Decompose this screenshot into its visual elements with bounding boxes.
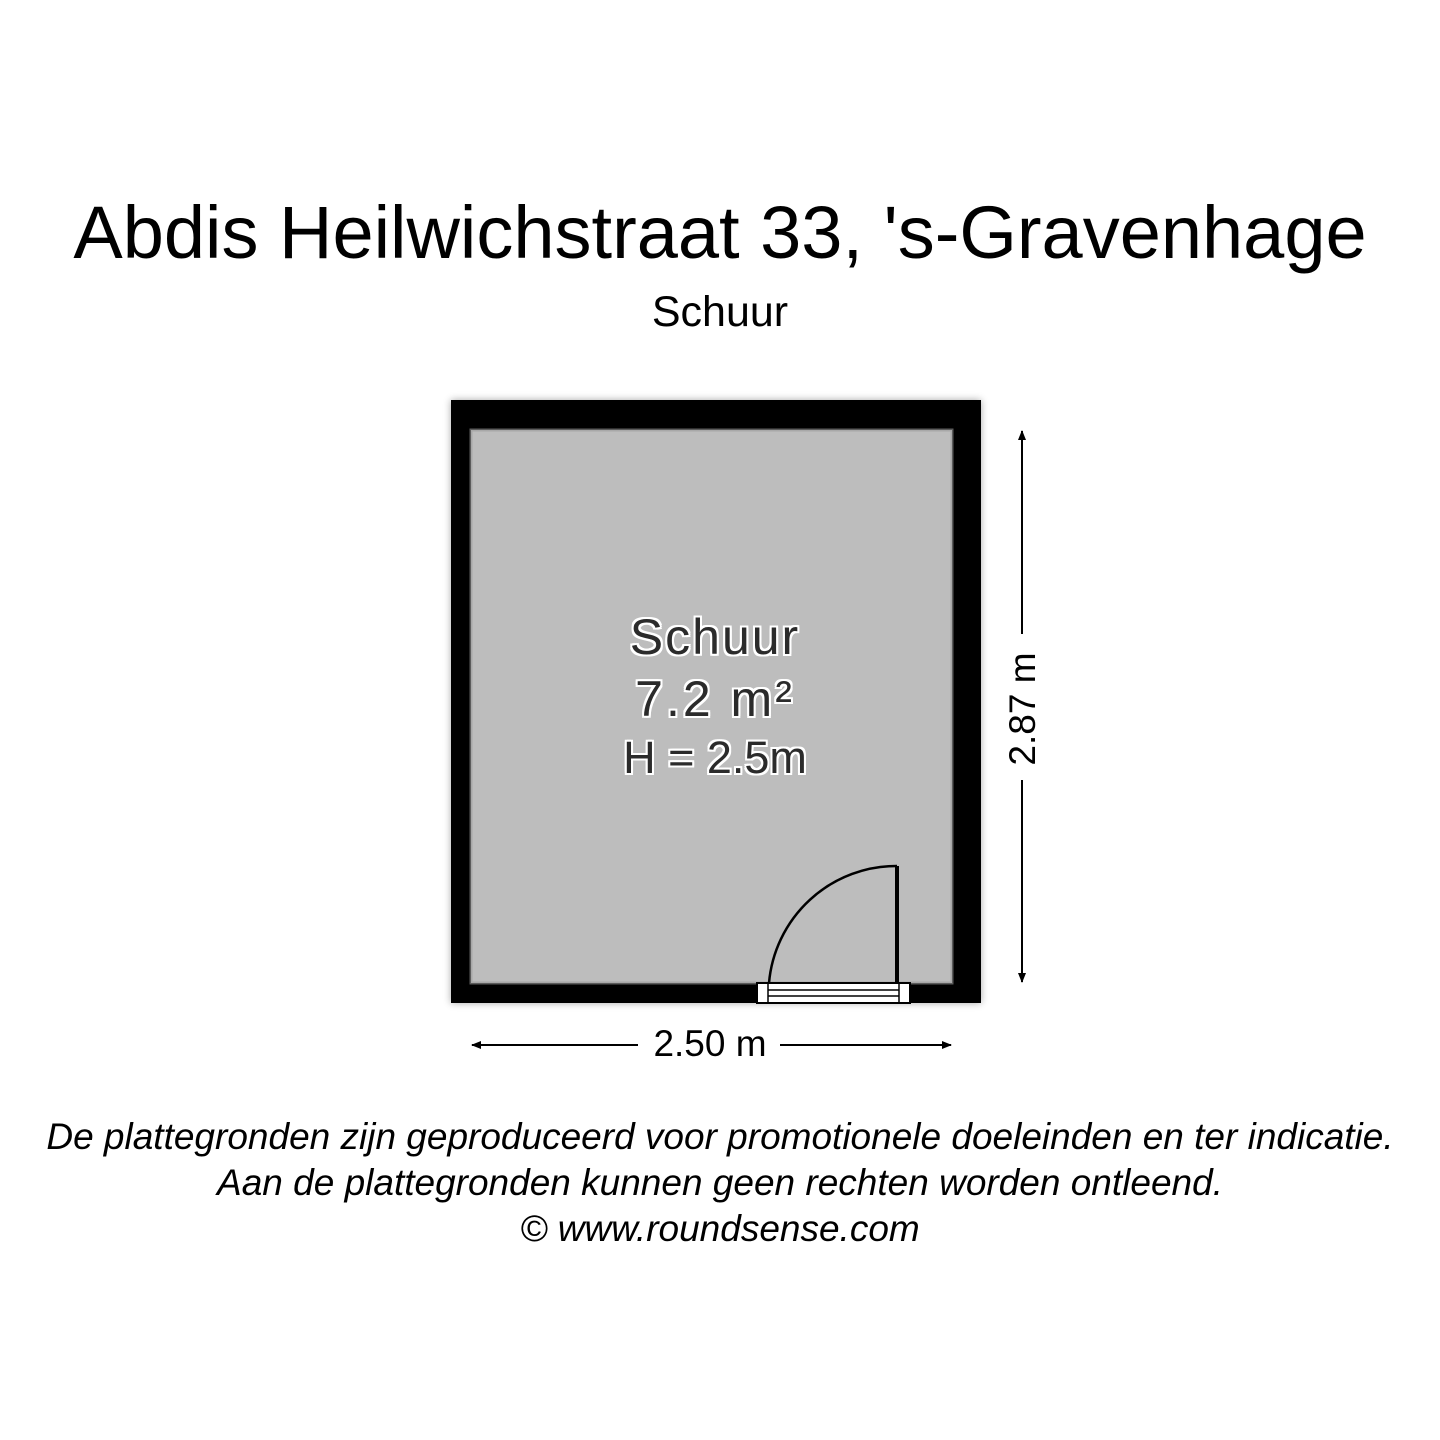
room-name-label: Schuur xyxy=(629,609,801,665)
door-leaf xyxy=(895,866,899,983)
room-height-label: H = 2.5m xyxy=(623,732,807,783)
room-area-label: 7.2 m² xyxy=(635,671,795,727)
floor-subtitle: Schuur xyxy=(651,288,789,336)
disclaimer xyxy=(0,1114,1440,1252)
disclaimer-line-2: Aan de plattegronden kunnen geen rechten worden ontleend. xyxy=(217,1162,1223,1203)
depth-dimension-label: 2.87 m xyxy=(1001,639,1045,779)
width-dimension-label: 2.50 m xyxy=(640,1022,780,1066)
page-title: Abdis Heilwichstraat 33, 's-Gravenhage xyxy=(73,191,1367,274)
disclaimer-line-1: De plattegronden zijn geproduceerd voor promotionele doeleinden en ter indicatie. xyxy=(46,1116,1394,1157)
copyright-line: © www.roundsense.com xyxy=(520,1208,920,1249)
